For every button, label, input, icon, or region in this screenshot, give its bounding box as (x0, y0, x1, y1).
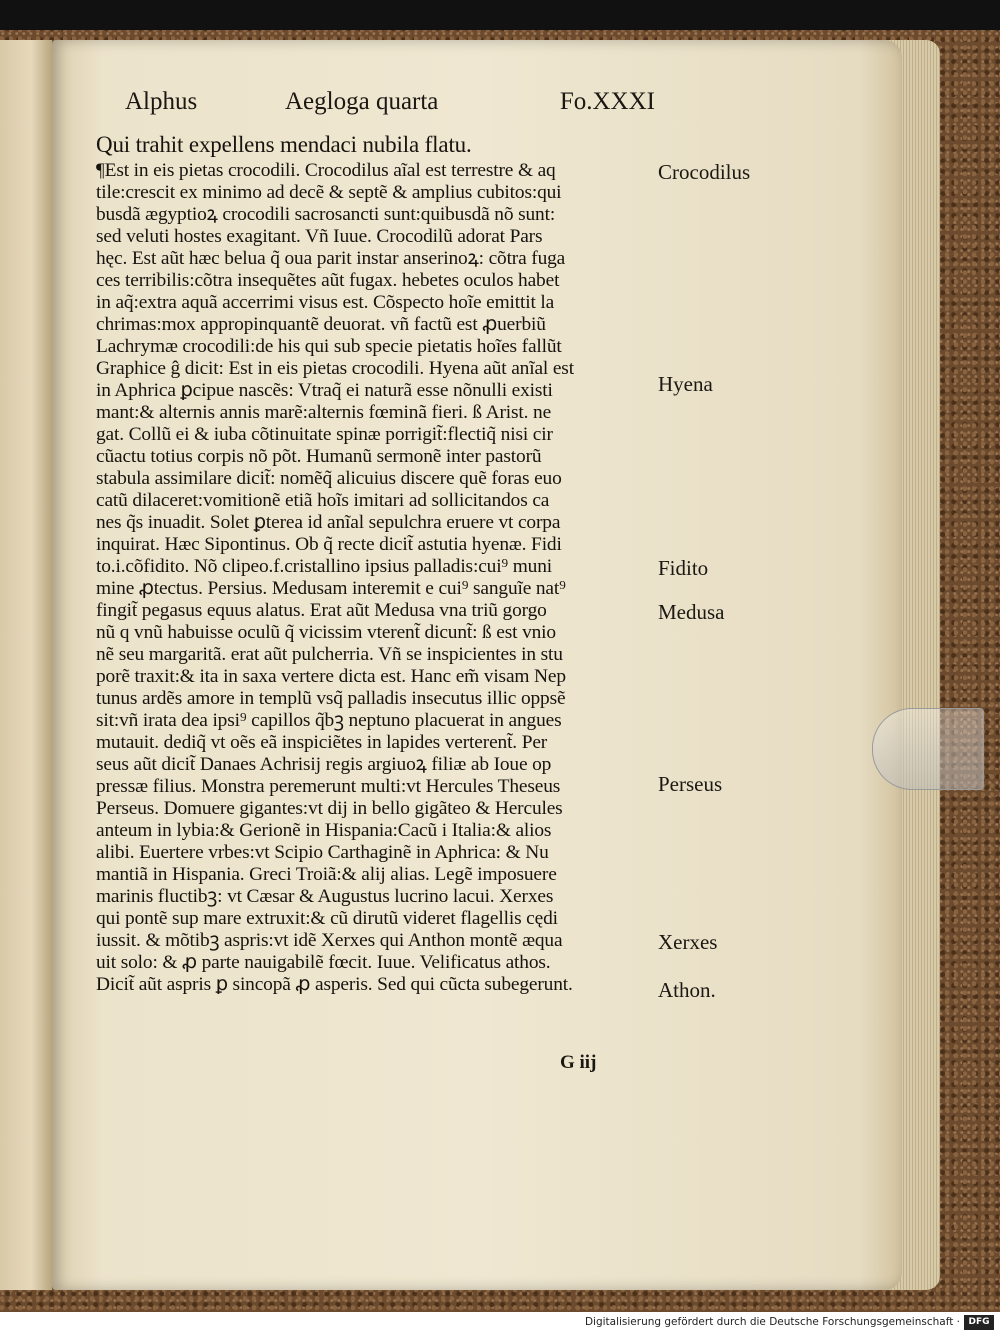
text-line: inquirat. Hæc Sipontinus. Ob q̃ recte dicit̃ astutia hyenæ. Fidi (96, 534, 562, 555)
text-line: tile:crescit ex minimo ad decẽ & septẽ & amplius cubitos:qui (96, 182, 562, 203)
text-line: gat. Collũ ei & iuba cõtinuitate spinæ porrigit̃:flectiq̃ nisi cir (96, 424, 553, 445)
text-line: Perseus. Domuere gigantes:vt dĳ in bello gigãteo & Hercules (96, 798, 563, 819)
text-line: mine ꝓtectus. Persius. Medusam interemit e cui⁹ sanguĩe nat⁹ (96, 578, 566, 599)
text-line: Qui trahit expellens mendaci nubila flatu. (96, 134, 472, 157)
text-line: ces terribilis:cõtra insequẽtes aũt fugax. hebetes oculos habet (96, 270, 560, 291)
margin-note-perseus: Perseus (658, 772, 723, 796)
folio-number: Fo.XXXI (559, 88, 655, 115)
text-line: tunus ardẽs amore in templũ vsq̃ palladis insecutus illic oppsẽ (96, 688, 566, 709)
text-line: sit:vñ irata dea ipsi⁹ capillos q̃bꝫ neptuno placuerat in angues (96, 710, 562, 731)
header-title: Aegloga quarta (285, 88, 439, 115)
running-header (125, 88, 655, 128)
text-line: cũactu totius corpis nõ põt. Humanũ sermonẽ inter pastorũ (96, 446, 542, 467)
text-line: in Aphrica ꝑcipue nascẽs: Vtraq̃ ei naturã esse nõnulli existi (96, 380, 553, 401)
scan-top-border (0, 0, 1000, 30)
text-line: sed veluti hostes exagitant. Vñ Iuue. Crocodilũ adorat Pars (96, 226, 543, 247)
text-line: stabula assimilare dicit̃: nomẽq̃ alicuius discere quẽ foras euo (96, 468, 562, 489)
text-line: Dicit̃ aũt aspris ꝑ sincopã ꝓ asperis. Sed qui cũcta subegerunt. (96, 974, 573, 995)
text-line: uit solo: & ꝓ parte nauigabilẽ fœcit. Iuue. Velificatus athos. (96, 952, 551, 973)
text-line: hęc. Est aũt hæc belua q̃ oua parit instar anserinoꝝ: cõtra fuga (96, 248, 566, 269)
signature-mark: G iij (560, 1052, 597, 1073)
text-line: mantiã in Hispania. Greci Troiã:& alĳ alias. Legẽ imposuere (96, 864, 557, 885)
left-page-edge (0, 40, 54, 1290)
text-line: Graphice ĝ dicit: Est in eis pietas crocodili. Hyena aũt anĩal est (96, 358, 574, 379)
scan-footer (0, 1312, 1000, 1333)
body-text (96, 134, 650, 996)
text-line: nes q̃s inuadit. Solet ꝑterea id anĩal sepulchra eruere vt corpa (96, 512, 561, 533)
header-left: Alphus (125, 88, 198, 115)
text-line: nũ q vnũ habuisse oculũ q̃ vicissim vterent̃ dicunt̃: ß est vnio (96, 622, 556, 643)
text-line: porẽ traxit:& ita in saxa vertere dicta est. Hanc em̃ visam Nep (96, 666, 566, 687)
text-line: qui pontẽ sup mare extruxit:& cũ dirutũ videret flagellis cędi (96, 908, 558, 929)
page-clip (872, 708, 984, 790)
text-line: in aq̃:extra aquã accerrimi visus est. Cõspecto hoĩe emittit la (96, 292, 555, 313)
margin-note-xerxes: Xerxes (658, 930, 718, 954)
text-line: marinis fluctibꝫ: vt Cæsar & Augustus lucrino lacui. Xerxes (96, 886, 554, 907)
margin-note-crocodilus: Crocodilus (658, 160, 751, 184)
margin-note-fidito: Fidito (658, 556, 709, 580)
text-line: fingit̃ pegasus equus alatus. Erat aũt Medusa vna triũ gorgo (96, 600, 547, 621)
text-line: mant:& alternis annis marẽ:alternis fœminã fieri. ß Arist. ne (96, 402, 552, 423)
text-line: nẽ seu margaritã. erat aũt pulcherria. Vñ se inspicientes in stu (96, 644, 563, 665)
text-line: busdã ægyptioꝝ crocodili sacrosancti sunt:quibusdã nõ sunt: (96, 204, 556, 225)
margin-note-medusa: Medusa (658, 600, 725, 624)
text-line: mutauit. dediq̃ vt oẽs eã inspiciẽtes in lapides verterent̃. Per (96, 732, 548, 753)
margin-note-hyena: Hyena (658, 372, 713, 396)
margin-note-athon: Athon. (658, 978, 716, 1002)
footer-credit: Digitalisierung gefördert durch die Deutsche Forschungsgemeinschaft · (584, 1316, 960, 1328)
text-line: to.i.cõfidito. Nõ clipeo.f.cristallino ipsius palladis:cui⁹ muni (96, 556, 553, 577)
text-line: alibi. Euertere vrbes:vt Scipio Carthaginẽ in Aphrica: & Nu (96, 842, 549, 863)
text-line: chrimas:mox appropinquantẽ deuorat. vñ factũ est ꝓuerbiũ (96, 314, 546, 335)
dfg-logo-icon: DFG (964, 1315, 994, 1330)
text-line: iussit. & mõtibꝫ aspris:vt idẽ Xerxes qui Anthon montẽ æqua (96, 930, 563, 951)
text-line: anteum in lybia:& Gerionẽ in Hispania:Cacũ i Italia:& alios (96, 820, 552, 841)
text-line: pressæ filius. Monstra peremerunt multi:vt Hercules Theseus (96, 776, 561, 797)
text-line: seus aũt dicit̃ Danaes Achrisĳ regis argiuoꝝ filiæ ab Ioue op (96, 754, 552, 775)
text-line: ¶Est in eis pietas crocodili. Crocodilus aĩal est terrestre & aq (96, 160, 556, 181)
text-line: catũ dilaceret:vomitionẽ etiã hoĩs imitari ad sollicitandos ca (96, 490, 550, 511)
text-line: Lachrymæ crocodili:de his qui sub specie pietatis hoĩes fallũt (96, 336, 562, 357)
